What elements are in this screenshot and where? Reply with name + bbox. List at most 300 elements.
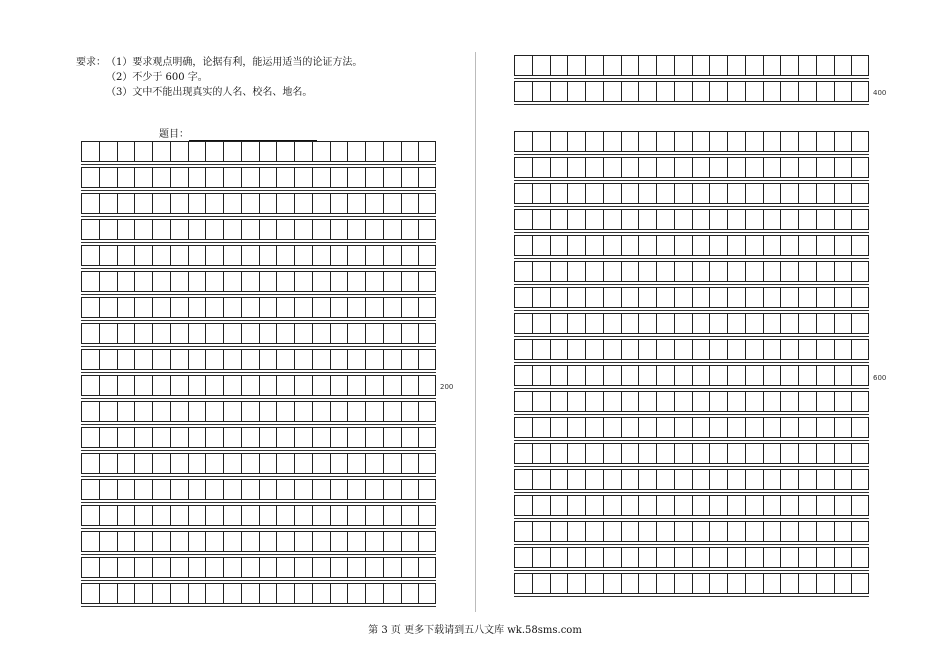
grid-cell-line <box>99 350 100 369</box>
grid-cell-line <box>401 532 402 551</box>
grid-cell-line <box>709 82 710 101</box>
grid-cell-line <box>603 132 604 151</box>
grid-cell-line <box>134 532 135 551</box>
grid-cell-line <box>603 418 604 437</box>
grid-cell-line <box>745 158 746 177</box>
grid-cell-line <box>674 82 675 101</box>
grid-cell-line <box>656 522 657 541</box>
grid-cell-line <box>365 532 366 551</box>
row-separator <box>514 310 869 311</box>
grid-row[interactable] <box>81 245 436 266</box>
row-separator <box>81 502 436 503</box>
grid-cell-line <box>709 392 710 411</box>
grid-cell-line <box>727 262 728 281</box>
grid-cell-line <box>780 340 781 359</box>
grid-cell-line <box>603 470 604 489</box>
row-separator <box>81 528 436 529</box>
row-separator <box>514 388 869 389</box>
grid-cell-line <box>330 324 331 343</box>
grid-cell-line <box>365 480 366 499</box>
grid-row[interactable] <box>514 261 869 282</box>
grid-cell-line <box>674 522 675 541</box>
grid-row[interactable] <box>514 209 869 230</box>
grid-cell-line <box>745 444 746 463</box>
grid-cell-line <box>763 288 764 307</box>
grid-cell-line <box>401 272 402 291</box>
grid-row[interactable] <box>81 479 436 500</box>
grid-cell-line <box>276 272 277 291</box>
grid-cell-line <box>152 506 153 525</box>
grid-cell-line <box>567 392 568 411</box>
grid-row[interactable] <box>514 313 869 334</box>
grid-cell-line <box>603 366 604 385</box>
grid-cell-line <box>294 480 295 499</box>
grid-cell-line <box>170 324 171 343</box>
grid-cell-line <box>550 56 551 75</box>
grid-cell-line <box>656 82 657 101</box>
grid-cell-line <box>170 454 171 473</box>
grid-cell-line <box>550 236 551 255</box>
grid-cell-line <box>763 82 764 101</box>
grid-cell-line <box>117 142 118 161</box>
grid-row[interactable] <box>514 521 869 542</box>
grid-cell-line <box>745 132 746 151</box>
grid-cell-line <box>259 584 260 603</box>
grid-row[interactable] <box>514 55 869 76</box>
grid-row[interactable] <box>514 495 869 516</box>
grid-cell-line <box>312 350 313 369</box>
grid-row[interactable] <box>81 297 436 318</box>
grid-cell-line <box>223 272 224 291</box>
grid-cell-line <box>276 558 277 577</box>
grid-cell-line <box>798 418 799 437</box>
grid-cell-line <box>567 210 568 229</box>
grid-cell-line <box>780 392 781 411</box>
grid-cell-line <box>223 532 224 551</box>
grid-cell-line <box>117 558 118 577</box>
grid-cell-line <box>692 522 693 541</box>
grid-cell-line <box>294 350 295 369</box>
grid-cell-line <box>152 428 153 447</box>
grid-cell-line <box>798 444 799 463</box>
grid-cell-line <box>99 272 100 291</box>
grid-row[interactable] <box>514 131 869 152</box>
grid-cell-line <box>347 584 348 603</box>
grid-cell-line <box>365 402 366 421</box>
grid-cell-line <box>780 470 781 489</box>
grid-cell-line <box>621 522 622 541</box>
row-separator <box>81 242 436 243</box>
grid-cell-line <box>347 350 348 369</box>
grid-cell-line <box>763 56 764 75</box>
grid-cell-line <box>692 496 693 515</box>
grid-cell-line <box>763 392 764 411</box>
grid-cell-line <box>241 324 242 343</box>
grid-cell-line <box>638 184 639 203</box>
grid-cell-line <box>383 454 384 473</box>
grid-cell-line <box>205 376 206 395</box>
grid-cell-line <box>259 454 260 473</box>
grid-cell-line <box>205 428 206 447</box>
grid-cell-line <box>709 288 710 307</box>
grid-cell-line <box>134 506 135 525</box>
grid-row[interactable] <box>81 271 436 292</box>
grid-cell-line <box>727 574 728 593</box>
grid-cell-line <box>745 574 746 593</box>
requirement-item-3: （3）文中不能出现真实的人名、校名、地名。 <box>106 87 313 98</box>
grid-cell-line <box>603 236 604 255</box>
grid-cell-line <box>709 496 710 515</box>
grid-cell-line <box>692 82 693 101</box>
grid-cell-line <box>365 454 366 473</box>
grid-cell-line <box>816 366 817 385</box>
grid-cell-line <box>745 522 746 541</box>
grid-cell-line <box>851 82 852 101</box>
grid-cell-line <box>603 314 604 333</box>
grid-cell-line <box>223 480 224 499</box>
grid-cell-line <box>170 376 171 395</box>
grid-cell-line <box>816 444 817 463</box>
grid-cell-line <box>152 480 153 499</box>
grid-cell-line <box>550 470 551 489</box>
grid-row[interactable] <box>81 141 436 162</box>
grid-row[interactable] <box>81 193 436 214</box>
grid-row[interactable] <box>81 167 436 188</box>
grid-cell-line <box>99 220 100 239</box>
grid-cell-line <box>550 262 551 281</box>
grid-cell-line <box>532 288 533 307</box>
grid-cell-line <box>709 444 710 463</box>
grid-cell-line <box>709 236 710 255</box>
grid-row[interactable] <box>81 219 436 240</box>
grid-row[interactable] <box>81 401 436 422</box>
grid-row[interactable] <box>81 427 436 448</box>
grid-cell-line <box>692 56 693 75</box>
grid-row[interactable] <box>81 453 436 474</box>
grid-cell-line <box>259 532 260 551</box>
grid-cell-line <box>347 142 348 161</box>
grid-cell-line <box>188 584 189 603</box>
grid-cell-line <box>780 210 781 229</box>
grid-cell-line <box>692 158 693 177</box>
grid-cell-line <box>418 142 419 161</box>
grid-cell-line <box>692 548 693 567</box>
grid-cell-line <box>152 584 153 603</box>
requirements-label: 要求： <box>76 57 106 68</box>
grid-cell-line <box>401 142 402 161</box>
grid-cell-line <box>621 314 622 333</box>
grid-cell-line <box>383 298 384 317</box>
grid-cell-line <box>532 548 533 567</box>
grid-cell-line <box>763 262 764 281</box>
grid-cell-line <box>330 246 331 265</box>
grid-cell-line <box>294 376 295 395</box>
grid-cell-line <box>798 366 799 385</box>
grid-cell-line <box>851 366 852 385</box>
grid-cell-line <box>294 532 295 551</box>
grid-cell-line <box>418 532 419 551</box>
grid-cell-line <box>656 470 657 489</box>
grid-cell-line <box>816 158 817 177</box>
grid-cell-line <box>347 298 348 317</box>
grid-cell-line <box>585 340 586 359</box>
grid-cell-line <box>188 480 189 499</box>
grid-cell-line <box>834 392 835 411</box>
grid-cell-line <box>188 246 189 265</box>
grid-cell-line <box>383 350 384 369</box>
grid-cell-line <box>674 132 675 151</box>
grid-cell-line <box>834 574 835 593</box>
grid-cell-line <box>585 56 586 75</box>
grid-cell-line <box>763 184 764 203</box>
grid-row[interactable] <box>514 547 869 568</box>
grid-cell-line <box>834 496 835 515</box>
grid-cell-line <box>401 506 402 525</box>
grid-row[interactable] <box>514 469 869 490</box>
grid-cell-line <box>621 210 622 229</box>
grid-cell-line <box>532 56 533 75</box>
grid-row[interactable] <box>81 583 436 604</box>
grid-row[interactable] <box>81 323 436 344</box>
grid-cell-line <box>798 210 799 229</box>
grid-cell-line <box>816 470 817 489</box>
grid-cell-line <box>241 350 242 369</box>
grid-cell-line <box>567 574 568 593</box>
grid-row[interactable] <box>514 235 869 256</box>
grid-cell-line <box>259 558 260 577</box>
grid-cell-line <box>223 376 224 395</box>
grid-cell-line <box>763 366 764 385</box>
grid-cell-line <box>585 470 586 489</box>
grid-cell-line <box>567 548 568 567</box>
grid-cell-line <box>347 480 348 499</box>
grid-cell-line <box>276 350 277 369</box>
grid-cell-line <box>223 298 224 317</box>
grid-row[interactable] <box>514 183 869 204</box>
grid-cell-line <box>205 532 206 551</box>
grid-cell-line <box>763 548 764 567</box>
grid-cell-line <box>656 392 657 411</box>
grid-cell-line <box>603 548 604 567</box>
grid-cell-line <box>816 82 817 101</box>
writing-grid-left[interactable] <box>81 141 436 609</box>
grid-cell-line <box>170 220 171 239</box>
grid-cell-line <box>401 220 402 239</box>
grid-cell-line <box>603 288 604 307</box>
grid-cell-line <box>816 288 817 307</box>
grid-cell-line <box>709 56 710 75</box>
grid-cell-line <box>205 454 206 473</box>
grid-cell-line <box>383 402 384 421</box>
grid-cell-line <box>638 314 639 333</box>
row-separator <box>514 362 869 363</box>
grid-cell-line <box>117 454 118 473</box>
grid-cell-line <box>798 522 799 541</box>
grid-cell-line <box>365 584 366 603</box>
grid-cell-line <box>532 366 533 385</box>
grid-cell-line <box>330 506 331 525</box>
grid-cell-line <box>312 194 313 213</box>
grid-row[interactable] <box>514 391 869 412</box>
grid-cell-line <box>330 298 331 317</box>
grid-cell-line <box>312 532 313 551</box>
grid-cell-line <box>585 288 586 307</box>
grid-row[interactable] <box>514 365 869 386</box>
grid-cell-line <box>851 314 852 333</box>
row-separator <box>81 476 436 477</box>
grid-cell-line <box>152 324 153 343</box>
grid-cell-line <box>205 142 206 161</box>
grid-cell-line <box>674 314 675 333</box>
writing-grid-right-top[interactable] <box>514 55 869 107</box>
grid-cell-line <box>312 168 313 187</box>
grid-cell-line <box>727 288 728 307</box>
grid-cell-line <box>798 574 799 593</box>
grid-cell-line <box>383 246 384 265</box>
grid-cell-line <box>134 402 135 421</box>
grid-cell-line <box>383 558 384 577</box>
grid-cell-line <box>418 376 419 395</box>
grid-cell-line <box>205 272 206 291</box>
grid-cell-line <box>709 158 710 177</box>
grid-cell-line <box>347 272 348 291</box>
grid-cell-line <box>259 194 260 213</box>
grid-cell-line <box>365 298 366 317</box>
grid-cell-line <box>418 324 419 343</box>
grid-cell-line <box>567 82 568 101</box>
grid-cell-line <box>585 574 586 593</box>
grid-cell-line <box>745 340 746 359</box>
grid-row[interactable] <box>81 531 436 552</box>
grid-cell-line <box>798 262 799 281</box>
grid-cell-line <box>276 376 277 395</box>
grid-cell-line <box>603 444 604 463</box>
row-separator <box>81 294 436 295</box>
grid-cell-line <box>365 506 366 525</box>
grid-cell-line <box>188 428 189 447</box>
row-separator <box>81 580 436 581</box>
grid-cell-line <box>638 392 639 411</box>
grid-cell-line <box>312 558 313 577</box>
writing-grid-right[interactable] <box>514 131 869 599</box>
grid-cell-line <box>117 272 118 291</box>
grid-cell-line <box>99 532 100 551</box>
grid-cell-line <box>401 168 402 187</box>
grid-cell-line <box>347 532 348 551</box>
grid-cell-line <box>294 428 295 447</box>
essay-title-underline[interactable] <box>189 130 317 141</box>
grid-cell-line <box>418 194 419 213</box>
grid-cell-line <box>585 314 586 333</box>
grid-cell-line <box>656 236 657 255</box>
grid-cell-line <box>780 158 781 177</box>
grid-cell-line <box>330 142 331 161</box>
grid-cell-line <box>567 340 568 359</box>
grid-cell-line <box>567 132 568 151</box>
grid-cell-line <box>567 366 568 385</box>
grid-cell-line <box>550 444 551 463</box>
word-count-marker-400: 400 <box>873 89 887 97</box>
grid-cell-line <box>550 548 551 567</box>
grid-cell-line <box>674 418 675 437</box>
grid-cell-line <box>383 220 384 239</box>
grid-cell-line <box>223 194 224 213</box>
grid-cell-line <box>294 506 295 525</box>
grid-cell-line <box>152 532 153 551</box>
grid-cell-line <box>170 428 171 447</box>
grid-cell-line <box>674 392 675 411</box>
grid-cell-line <box>674 444 675 463</box>
grid-cell-line <box>401 298 402 317</box>
grid-cell-line <box>152 454 153 473</box>
grid-cell-line <box>383 142 384 161</box>
grid-row[interactable] <box>81 349 436 370</box>
row-separator <box>514 78 869 79</box>
grid-row[interactable] <box>514 443 869 464</box>
grid-row[interactable] <box>514 287 869 308</box>
essay-title-field[interactable] <box>159 128 317 141</box>
grid-cell-line <box>567 236 568 255</box>
grid-cell-line <box>134 350 135 369</box>
grid-cell-line <box>134 428 135 447</box>
grid-cell-line <box>401 480 402 499</box>
grid-cell-line <box>709 470 710 489</box>
grid-cell-line <box>745 366 746 385</box>
grid-cell-line <box>621 444 622 463</box>
grid-cell-line <box>312 298 313 317</box>
grid-cell-line <box>656 158 657 177</box>
grid-cell-line <box>241 272 242 291</box>
grid-cell-line <box>550 366 551 385</box>
grid-cell-line <box>188 194 189 213</box>
grid-cell-line <box>383 532 384 551</box>
grid-cell-line <box>188 324 189 343</box>
grid-row[interactable] <box>514 157 869 178</box>
row-separator <box>514 596 869 597</box>
grid-cell-line <box>851 288 852 307</box>
grid-cell-line <box>851 444 852 463</box>
grid-row[interactable] <box>81 505 436 526</box>
grid-row[interactable] <box>81 375 436 396</box>
grid-row[interactable] <box>514 339 869 360</box>
grid-row[interactable] <box>514 417 869 438</box>
grid-cell-line <box>851 210 852 229</box>
grid-cell-line <box>656 340 657 359</box>
grid-cell-line <box>170 194 171 213</box>
grid-cell-line <box>294 246 295 265</box>
grid-cell-line <box>330 428 331 447</box>
grid-cell-line <box>152 350 153 369</box>
grid-cell-line <box>585 262 586 281</box>
grid-cell-line <box>834 132 835 151</box>
grid-row[interactable] <box>81 557 436 578</box>
grid-cell-line <box>532 392 533 411</box>
grid-cell-line <box>674 470 675 489</box>
grid-cell-line <box>294 168 295 187</box>
grid-row[interactable] <box>514 573 869 594</box>
grid-row[interactable] <box>514 81 869 102</box>
grid-cell-line <box>117 584 118 603</box>
grid-cell-line <box>763 522 764 541</box>
grid-cell-line <box>763 574 764 593</box>
grid-cell-line <box>134 272 135 291</box>
grid-cell-line <box>330 350 331 369</box>
grid-cell-line <box>798 496 799 515</box>
grid-cell-line <box>170 350 171 369</box>
grid-cell-line <box>585 184 586 203</box>
grid-cell-line <box>223 246 224 265</box>
grid-cell-line <box>223 454 224 473</box>
